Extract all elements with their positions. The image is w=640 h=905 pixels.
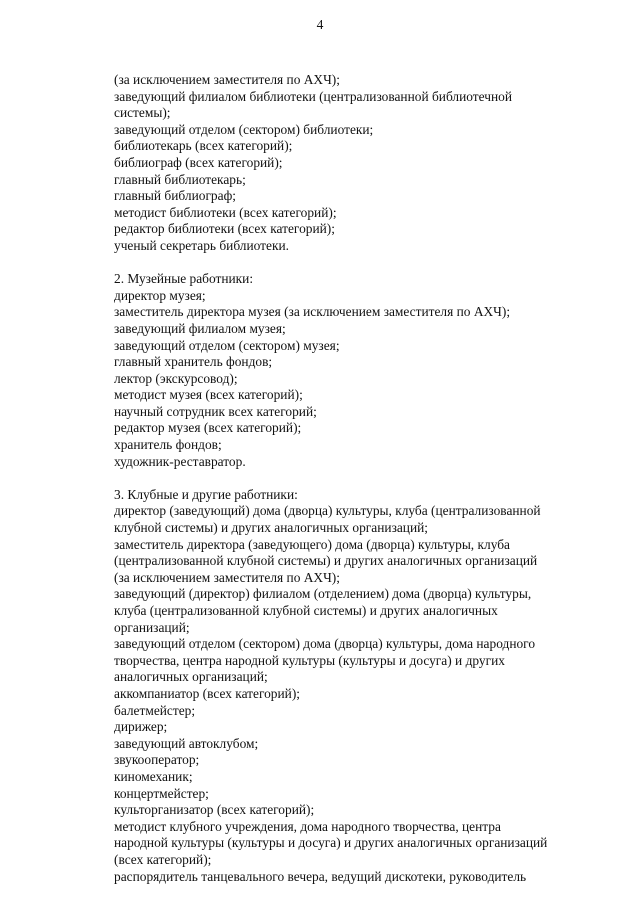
text-line: ученый секретарь библиотеки.: [114, 237, 289, 253]
text-line: директор музея;: [114, 287, 206, 303]
text-line: (за исключением заместителя по АХЧ);: [114, 72, 340, 87]
text-line: заведующий (директор) филиалом (отделением) дома (дворца) культуры,: [114, 586, 532, 602]
text-line: заведующий филиалом музея;: [114, 320, 286, 336]
text-line: клуба (централизованной клубной системы) и других аналогичных: [114, 603, 498, 618]
text-line: художник-реставратор.: [114, 453, 246, 469]
section-heading: 2. Музейные работники:: [114, 271, 254, 287]
text-line: редактор музея (всех категорий);: [114, 420, 302, 436]
text-line: системы);: [114, 105, 171, 121]
paragraph-gap: [114, 470, 594, 487]
text-line: хранитель фондов;: [114, 437, 222, 453]
text-section: [114, 487, 594, 885]
text-line: творчества, центра народной культуры (культуры и досуга) и других: [114, 652, 505, 668]
text-line: заведующий филиалом библиотеки (централизованной библиотечной: [114, 88, 513, 104]
text-line: народной культуры (культуры и досуга) и других аналогичных организаций: [114, 835, 548, 851]
text-section: [114, 271, 594, 470]
section-heading: 3. Клубные и другие работники:: [114, 486, 298, 502]
text-line: аналогичных организаций;: [114, 669, 268, 685]
text-line: (за исключением заместителя по АХЧ);: [114, 569, 340, 585]
text-section: [114, 72, 594, 255]
text-line: методист музея (всех категорий);: [114, 387, 303, 403]
text-line: культорганизатор (всех категорий);: [114, 802, 315, 818]
text-line: заведующий автоклубом;: [114, 735, 259, 751]
text-line: редактор библиотеки (всех категорий);: [114, 221, 335, 237]
text-line: концертмейстер;: [114, 785, 209, 801]
text-line: балетмейстер;: [114, 702, 196, 718]
text-line: научный сотрудник всех категорий;: [114, 403, 317, 419]
text-line: киномеханик;: [114, 768, 193, 784]
text-line: (централизованной клубной системы) и других аналогичных организаций: [114, 553, 538, 569]
text-line: (всех категорий);: [114, 851, 212, 867]
text-line: организаций;: [114, 619, 190, 635]
text-line: дирижер;: [114, 719, 168, 735]
text-line: главный библиотекарь;: [114, 171, 246, 187]
text-line: заместитель директора (заведующего) дома (дворца) культуры, клуба: [114, 536, 510, 552]
text-line: методист клубного учреждения, дома народного творчества, центра: [114, 818, 501, 834]
text-line: звукооператор;: [114, 752, 200, 768]
text-line: главный хранитель фондов;: [114, 354, 273, 370]
text-line: методист библиотеки (всех категорий);: [114, 204, 337, 220]
text-line: клубной системы) и других аналогичных организаций;: [114, 520, 429, 536]
document-body: [114, 72, 594, 885]
text-line: главный библиограф;: [114, 188, 236, 204]
text-line: библиотекарь (всех категорий);: [114, 138, 293, 154]
page-number: 4: [316, 17, 324, 32]
text-line: библиограф (всех категорий);: [114, 154, 283, 170]
text-line: заместитель директора музея (за исключением заместителя по АХЧ);: [114, 304, 511, 320]
paragraph-gap: [114, 255, 594, 272]
text-line: заведующий отделом (сектором) библиотеки;: [114, 121, 374, 137]
text-line: лектор (экскурсовод);: [114, 370, 238, 386]
text-line: распорядитель танцевального вечера, ведущий дискотеки, руководитель: [114, 868, 527, 884]
text-line: директор (заведующий) дома (дворца) культуры, клуба (централизованной: [114, 503, 541, 519]
text-line: аккомпаниатор (всех категорий);: [114, 685, 301, 701]
text-line: заведующий отделом (сектором) музея;: [114, 337, 340, 353]
text-line: заведующий отделом (сектором) дома (дворца) культуры, дома народного: [114, 636, 536, 652]
